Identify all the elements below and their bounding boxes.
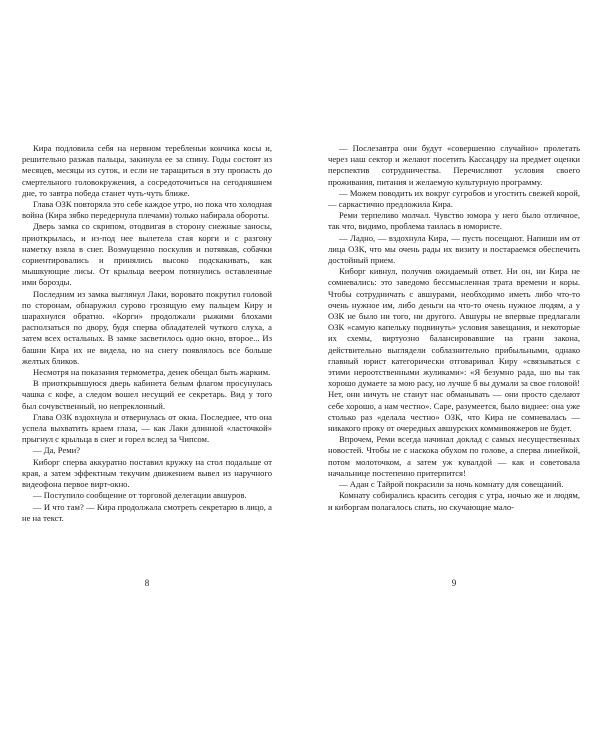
paragraph: Глава ОЗК вздохнула и отвернулась от окна. Последнее, что она успела выхватить краем глаза, — как Лаки длинной «ласточкой» прыгнул с крыльца в снег и горел вслед за Чипсом.	[22, 411, 272, 445]
paragraph: — Ладно, — вздохнула Кира, — пусть посещают. Напиши им от лица ОЗК, что мы очень рады их визиту и постараемся обеспечить достойный прием.	[328, 232, 580, 266]
paragraph: — Да, Реми?	[33, 445, 81, 456]
paragraph: В приоткрывшуюся дверь кабинета белым флагом просунулась чашка с кофе, а следом вошел несущий ее секретарь. Вид у того был сочувственный, но непреклонный.	[22, 378, 272, 411]
paragraph: — Послезавтра они будут «совершенно случайно» пролетать через наш сектор и желают посетить Кассандру на предмет оценки перспектив сотрудничества. Перечисляют условия своего проживания, питания и желаемую культурную программу.	[328, 143, 580, 187]
paragraph: Последним из замка выглянул Лаки, воровато покрутил головой по сторонам, обнаружил сурово грозящую ему пальцем Киру и шарахнулся обратно. «Корги» продолжали рыжими блохами расползаться по двору, будя сперва обладателей чуткого слуха, а затем всех остальных. В замке засветилось одно окно, второе... Из башни Кира их не видела, но на снегу появлялось все больше желтых бликов.	[22, 288, 272, 366]
paragraph: Кира подловила себя на нервном теребленьи кончика косы и, решительно разжав пальцы, закинула ее за спину. Годы состоят из месяцев, месяцы из суток, и если не таращиться в эту пропасть до смертельного головокружения, а сосредоточиться на сегодняшнем дне, то завтра победа станет чуть-чуть ближе.	[22, 143, 272, 198]
paragraph: Впрочем, Реми всегда начинал доклад с самых несущественных новостей. Чтобы не с наскока обухом по голове, а сперва линейкой, потом молоточком, а затем уж кувалдой — как и советовала начальнице постепенно притерпится!	[328, 434, 580, 478]
page-number-right: 9	[451, 578, 457, 588]
left-page-text	[22, 143, 272, 524]
right-page-text	[328, 143, 580, 513]
paragraph: — Адан с Тайрой покрасили за ночь комнату для совещаний.	[339, 479, 564, 490]
paragraph: — Поступило сообщение от торговой делегации авшуров.	[33, 490, 247, 501]
paragraph: Киборг кивнул, получив ожидаемый ответ. Ни он, ни Кира не сомневались: это заведомо бессмысленная трата времени и коры. Чтобы сотрудничать с авшурами, необходимо иметь либо что-то очень нужное им, либо деньги на что-то очень нужное людям, а у ОЗК не было ни того, ни другого. Авшуры не впервые предлагали ОЗК «самую капельку подвинуть» условия завещания, и некоторые их схемы, виртуозно балансировавшие на грани закона, действительно выглядели соблазнительно прибыльными, однако главный юрист категорически отговаривал Киру «связываться с этими нероотственными жуликами»: «Я безумно рада, шо вы так хорошо думаете за мою расу, но лучше б вы думали за свое головой! Нет, они ничуть не станут нас обманывать — они просто сделают себе хорошо, а нам честно». Саре, разумеется, было виднее: она уже столько раз «делала честно» ОЗК, что Кира не сомневалась — никакого проку от очередных авшурских коммивояжеров не будет.	[328, 266, 580, 434]
paragraph: — Можем поводить их вокруг сугробов и угостить свежей корой, — саркастично предложила Кира.	[328, 187, 580, 210]
paragraph: Киборг сперва аккуратно поставил кружку на стол подальше от края, а затем эффектным текучим движением вывел из наручного видеофона первое вирт-окно.	[22, 456, 272, 490]
paragraph: Реми терпеливо молчал. Чувство юмора у него было отличное, так что, видимо, проблема таилась в юмористе.	[328, 210, 580, 232]
paragraph: Дверь замка со скрипом, отодвигая в сторону снежные заносы, приоткрылась, и из-под нее вылетела стая корги и с разгону наметку взяла в снег. Возмущенно поскулив и потявкав, собачки сориентировались и принялись высоко подскакивать, как мышкующие лисы. От крыльца веером потянулись оставленные ими борозды.	[22, 221, 272, 288]
paragraph: Несмотря на показания термометра, денек обещал быть жарким.	[33, 367, 271, 378]
paragraph: — И что там? — Кира продолжала смотреть секретарю в лицо, а не на текст.	[22, 501, 272, 523]
paragraph: Глава ОЗК повторяла это себе каждое утро, но пока что холодная война (Кира зябко передернула плечами) только набирала обороты.	[22, 199, 272, 221]
page-number-left: 8	[144, 578, 150, 588]
paragraph: Комнату собирались красить сегодня с утра, ночью же и людям, и киборгам полагалось спать, но скучающие мало-	[328, 490, 580, 512]
